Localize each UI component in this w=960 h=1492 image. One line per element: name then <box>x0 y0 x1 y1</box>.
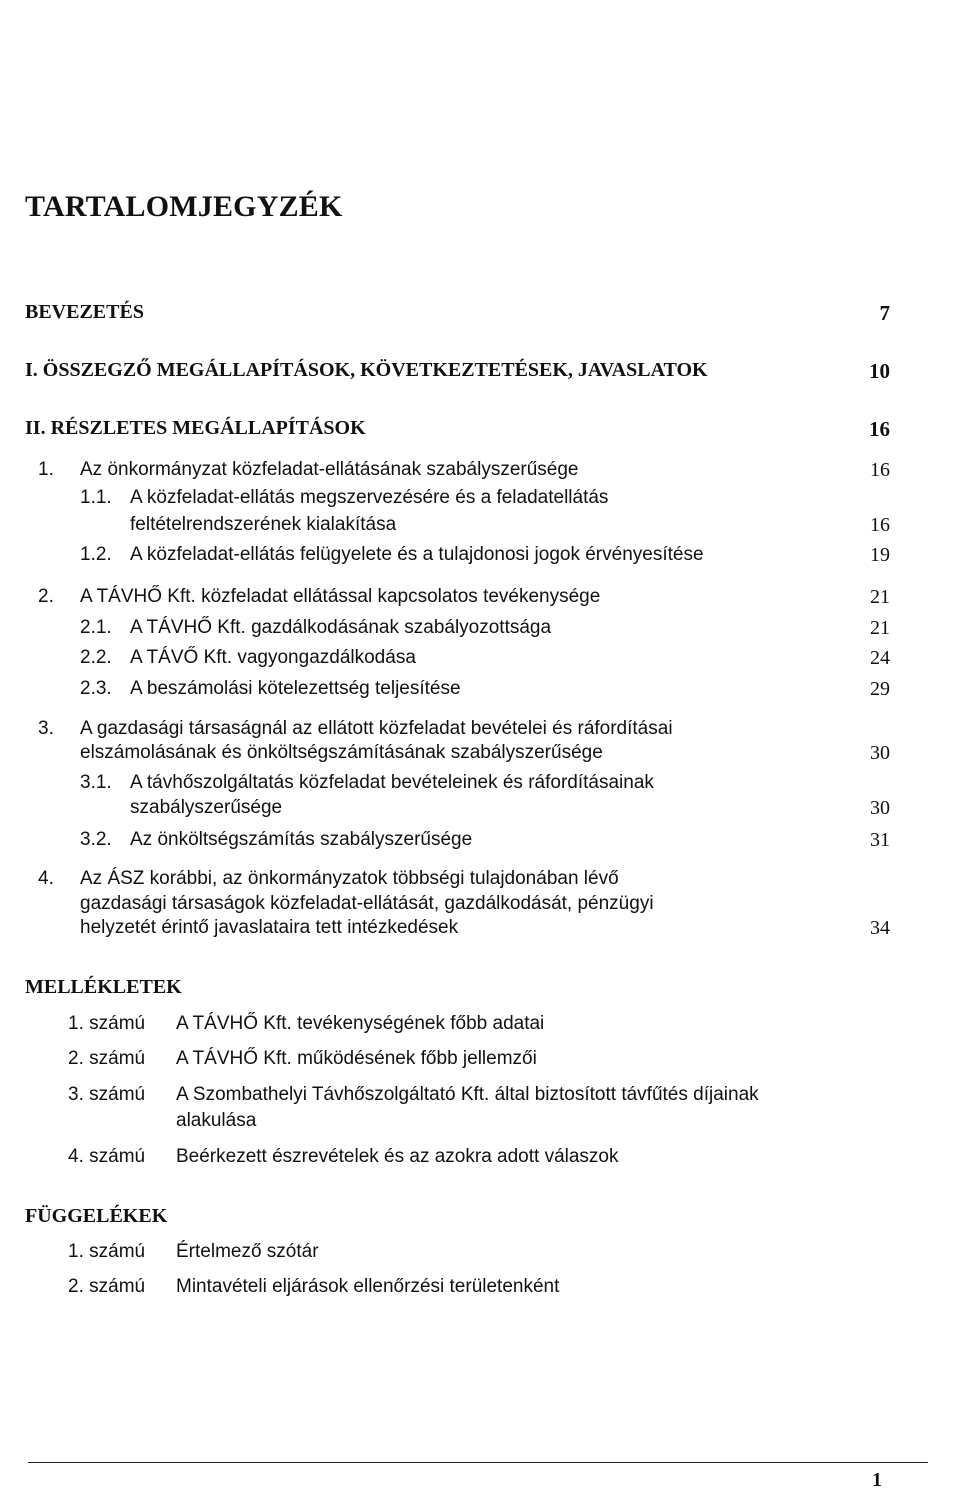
toc-bevezetes-page: 7 <box>879 301 890 325</box>
melleklet-number: 1. számú <box>68 1013 146 1034</box>
toc-entry-number: 2. <box>38 586 54 607</box>
toc-entry-text: helyzetét érintő javaslataira tett intézkedések <box>80 917 459 938</box>
toc-entry-number: 2.3. <box>80 678 112 699</box>
toc-entry-number: 3.2. <box>80 829 112 850</box>
melleklet-title: Beérkezett észrevételek és az azokra adott válaszok <box>176 1146 619 1167</box>
toc-entry-page: 21 <box>870 586 890 608</box>
toc-entry-text: A TÁVHŐ Kft. gazdálkodásának szabályozottsága <box>130 617 552 638</box>
toc-entry-number: 3. <box>38 718 54 739</box>
toc-entry-text: feltételrendszerének kialakítása <box>130 514 397 535</box>
fuggelek-title: Értelmező szótár <box>176 1241 319 1262</box>
toc-section2-label: II. RÉSZLETES MEGÁLLAPÍTÁSOK <box>25 417 366 439</box>
toc-entry-number: 1.2. <box>80 544 112 565</box>
melleklet-title: alakulása <box>176 1110 257 1131</box>
toc-entry-text: A közfeladat-ellátás felügyelete és a tulajdonosi jogok érvényesítése <box>130 544 704 565</box>
melleklet-title: A TÁVHŐ Kft. működésének főbb jellemzői <box>176 1048 537 1069</box>
toc-entry-page: 19 <box>870 544 890 566</box>
toc-entry-number: 2.2. <box>80 647 112 668</box>
page-number: 1 <box>872 1469 882 1491</box>
melleklet-title: A TÁVHŐ Kft. tevékenységének főbb adatai <box>176 1013 545 1034</box>
page-title: TARTALOMJEGYZÉK <box>25 190 343 223</box>
toc-entry-page: 30 <box>870 742 890 764</box>
toc-entry-text: A TÁVŐ Kft. vagyongazdálkodása <box>130 647 416 668</box>
melleklet-number: 2. számú <box>68 1048 146 1069</box>
toc-entry-number: 1. <box>38 459 54 480</box>
mellekletek-heading: MELLÉKLETEK <box>25 976 182 998</box>
toc-entry-text: Az ÁSZ korábbi, az önkormányzatok többségi tulajdonában lévő <box>80 868 619 889</box>
toc-entry-page: 31 <box>870 829 890 851</box>
toc-entry-text: A beszámolási kötelezettség teljesítése <box>130 678 461 699</box>
toc-entry-number: 3.1. <box>80 772 112 793</box>
toc-entry-number: 4. <box>38 868 54 889</box>
toc-entry-page: 21 <box>870 617 890 639</box>
toc-entry-page: 16 <box>870 459 890 481</box>
toc-entry-page: 29 <box>870 678 890 700</box>
footer-divider <box>28 1462 928 1463</box>
toc-entry-text: A gazdasági társaságnál az ellátott közfeladat bevételei és ráfordításai <box>80 718 673 739</box>
toc-section2-page: 16 <box>869 417 890 441</box>
toc-entry-text: A TÁVHŐ Kft. közfeladat ellátással kapcsolatos tevékenysége <box>80 586 601 607</box>
toc-entry-number: 2.1. <box>80 617 112 638</box>
toc-entry-page: 24 <box>870 647 890 669</box>
toc-entry-text: Az önkormányzat közfeladat-ellátásának szabályszerűsége <box>80 459 579 480</box>
melleklet-number: 3. számú <box>68 1084 146 1105</box>
toc-entry-text: Az önköltségszámítás szabályszerűsége <box>130 829 473 850</box>
fuggelek-number: 2. számú <box>68 1276 146 1297</box>
fuggelekek-heading: FÜGGELÉKEK <box>25 1205 168 1227</box>
fuggelek-number: 1. számú <box>68 1241 146 1262</box>
toc-entry-page: 34 <box>870 917 890 939</box>
melleklet-title: A Szombathelyi Távhőszolgáltató Kft. által biztosított távfűtés díjainak <box>176 1084 759 1105</box>
melleklet-number: 4. számú <box>68 1146 146 1167</box>
toc-entry-text: szabályszerűsége <box>130 797 283 818</box>
fuggelek-title: Mintavételi eljárások ellenőrzési területenként <box>176 1276 560 1297</box>
toc-bevezetes-label: BEVEZETÉS <box>25 301 144 323</box>
toc-entry-page: 30 <box>870 797 890 819</box>
toc-entry-text: A közfeladat-ellátás megszervezésére és a feladatellátás <box>130 487 609 508</box>
toc-entry-page: 16 <box>870 514 890 536</box>
toc-section1-label: I. ÖSSZEGZŐ MEGÁLLAPÍTÁSOK, KÖVETKEZTETÉSEK, JAVASLATOK <box>25 359 708 381</box>
toc-entry-number: 1.1. <box>80 487 112 508</box>
toc-section1-page: 10 <box>869 359 890 383</box>
toc-entry-text: gazdasági társaságok közfeladat-ellátását, gazdálkodását, pénzügyi <box>80 893 654 914</box>
toc-entry-text: A távhőszolgáltatás közfeladat bevételeinek és ráfordításainak <box>130 772 654 793</box>
toc-entry-text: elszámolásának és önköltségszámításának szabályszerűsége <box>80 742 603 763</box>
